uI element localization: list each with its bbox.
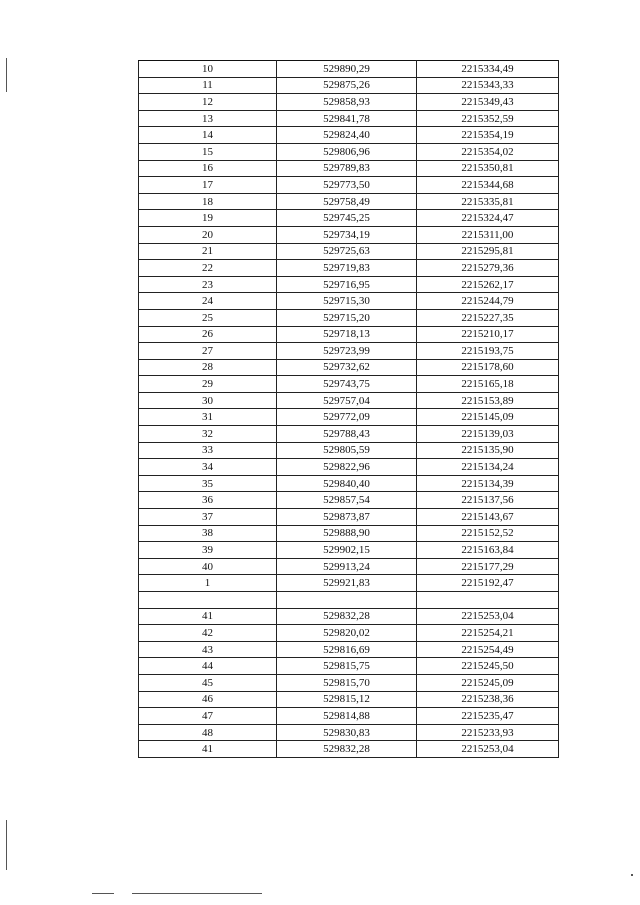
- table-row: [139, 575, 559, 592]
- y-coordinate-cell: 2215139,03: [417, 426, 559, 443]
- table-row: [139, 359, 559, 376]
- x-coordinate-cell: 529832,28: [277, 741, 417, 758]
- y-coordinate-cell: 2215238,36: [417, 691, 559, 708]
- x-coordinate-cell: 529719,83: [277, 260, 417, 277]
- x-coordinate-cell: 529824,40: [277, 127, 417, 144]
- point-number-cell: 32: [139, 426, 277, 443]
- point-number-cell: 43: [139, 641, 277, 658]
- table-row: [139, 226, 559, 243]
- x-coordinate-cell: 529732,62: [277, 359, 417, 376]
- point-number-cell: 14: [139, 127, 277, 144]
- table-row: [139, 691, 559, 708]
- table-row: [139, 641, 559, 658]
- table-row: [139, 724, 559, 741]
- y-coordinate-cell: 2215354,19: [417, 127, 559, 144]
- x-coordinate-cell: 529921,83: [277, 575, 417, 592]
- point-number-cell: 30: [139, 392, 277, 409]
- y-coordinate-cell: 2215143,67: [417, 509, 559, 526]
- x-coordinate-cell: 529718,13: [277, 326, 417, 343]
- y-coordinate-cell: 2215354,02: [417, 143, 559, 160]
- table-row: [139, 260, 559, 277]
- table-row: [139, 61, 559, 78]
- y-coordinate-cell: 2215350,81: [417, 160, 559, 177]
- x-coordinate-cell: 529888,90: [277, 525, 417, 542]
- x-coordinate-cell: 529902,15: [277, 542, 417, 559]
- x-coordinate-cell: 529873,87: [277, 509, 417, 526]
- x-coordinate-cell: 529788,43: [277, 426, 417, 443]
- x-coordinate-cell: 529734,19: [277, 226, 417, 243]
- point-number-cell: 23: [139, 276, 277, 293]
- point-number-cell: 17: [139, 177, 277, 194]
- y-coordinate-cell: 2215163,84: [417, 542, 559, 559]
- scan-mark-left-bottom: [6, 820, 7, 870]
- table-row: [139, 77, 559, 94]
- point-number-cell: 34: [139, 459, 277, 476]
- x-coordinate-cell: 529822,96: [277, 459, 417, 476]
- table-row: [139, 243, 559, 260]
- point-number-cell: 41: [139, 608, 277, 625]
- point-number-cell: 42: [139, 625, 277, 642]
- x-coordinate-cell: 529772,09: [277, 409, 417, 426]
- x-coordinate-cell: 529857,54: [277, 492, 417, 509]
- x-coordinate-cell: 529814,88: [277, 708, 417, 725]
- table-row: [139, 475, 559, 492]
- table-row: [139, 127, 559, 144]
- table-row: [139, 210, 559, 227]
- point-number-cell: 31: [139, 409, 277, 426]
- point-number-cell: 44: [139, 658, 277, 675]
- x-coordinate-cell: 529841,78: [277, 110, 417, 127]
- point-number-cell: 28: [139, 359, 277, 376]
- point-number-cell: 12: [139, 94, 277, 111]
- table-row: [139, 193, 559, 210]
- y-coordinate-cell: [417, 592, 559, 609]
- point-number-cell: 47: [139, 708, 277, 725]
- y-coordinate-cell: 2215227,35: [417, 309, 559, 326]
- x-coordinate-cell: 529715,30: [277, 293, 417, 310]
- table-row: [139, 542, 559, 559]
- x-coordinate-cell: [277, 592, 417, 609]
- coordinates-table-body: [139, 61, 559, 758]
- table-row: [139, 309, 559, 326]
- point-number-cell: 22: [139, 260, 277, 277]
- x-coordinate-cell: 529716,95: [277, 276, 417, 293]
- coordinates-table: [138, 60, 559, 758]
- y-coordinate-cell: 2215193,75: [417, 343, 559, 360]
- y-coordinate-cell: 2215134,24: [417, 459, 559, 476]
- x-coordinate-cell: 529789,83: [277, 160, 417, 177]
- y-coordinate-cell: 2215178,60: [417, 359, 559, 376]
- point-number-cell: 10: [139, 61, 277, 78]
- table-row: [139, 343, 559, 360]
- y-coordinate-cell: 2215253,04: [417, 741, 559, 758]
- y-coordinate-cell: 2215145,09: [417, 409, 559, 426]
- point-number-cell: 48: [139, 724, 277, 741]
- point-number-cell: 21: [139, 243, 277, 260]
- point-number-cell: 1: [139, 575, 277, 592]
- table-row: [139, 442, 559, 459]
- point-number-cell: 15: [139, 143, 277, 160]
- point-number-cell: 25: [139, 309, 277, 326]
- point-number-cell: 16: [139, 160, 277, 177]
- x-coordinate-cell: 529913,24: [277, 558, 417, 575]
- y-coordinate-cell: 2215334,49: [417, 61, 559, 78]
- x-coordinate-cell: 529745,25: [277, 210, 417, 227]
- y-coordinate-cell: 2215352,59: [417, 110, 559, 127]
- x-coordinate-cell: 529805,59: [277, 442, 417, 459]
- point-number-cell: 37: [139, 509, 277, 526]
- point-number-cell: 40: [139, 558, 277, 575]
- point-number-cell: 29: [139, 376, 277, 393]
- point-number-cell: 24: [139, 293, 277, 310]
- table-row: [139, 426, 559, 443]
- y-coordinate-cell: 2215311,00: [417, 226, 559, 243]
- x-coordinate-cell: 529890,29: [277, 61, 417, 78]
- table-row: [139, 674, 559, 691]
- table-row: [139, 110, 559, 127]
- y-coordinate-cell: 2215253,04: [417, 608, 559, 625]
- x-coordinate-cell: 529815,70: [277, 674, 417, 691]
- x-coordinate-cell: 529815,75: [277, 658, 417, 675]
- x-coordinate-cell: 529816,69: [277, 641, 417, 658]
- y-coordinate-cell: 2215349,43: [417, 94, 559, 111]
- y-coordinate-cell: 2215210,17: [417, 326, 559, 343]
- table-row: [139, 509, 559, 526]
- point-number-cell: 11: [139, 77, 277, 94]
- point-number-cell: 45: [139, 674, 277, 691]
- point-number-cell: 20: [139, 226, 277, 243]
- y-coordinate-cell: 2215262,17: [417, 276, 559, 293]
- y-coordinate-cell: 2215235,47: [417, 708, 559, 725]
- x-coordinate-cell: 529875,26: [277, 77, 417, 94]
- table-row: [139, 376, 559, 393]
- x-coordinate-cell: 529840,40: [277, 475, 417, 492]
- point-number-cell: 38: [139, 525, 277, 542]
- table-row: [139, 177, 559, 194]
- x-coordinate-cell: 529832,28: [277, 608, 417, 625]
- y-coordinate-cell: 2215245,50: [417, 658, 559, 675]
- point-number-cell: 35: [139, 475, 277, 492]
- y-coordinate-cell: 2215295,81: [417, 243, 559, 260]
- y-coordinate-cell: 2215324,47: [417, 210, 559, 227]
- x-coordinate-cell: 529715,20: [277, 309, 417, 326]
- scan-mark-bottom-line-1: [92, 893, 114, 894]
- y-coordinate-cell: 2215279,36: [417, 260, 559, 277]
- table-row: [139, 708, 559, 725]
- y-coordinate-cell: 2215244,79: [417, 293, 559, 310]
- x-coordinate-cell: 529723,99: [277, 343, 417, 360]
- table-row: [139, 459, 559, 476]
- x-coordinate-cell: 529743,75: [277, 376, 417, 393]
- y-coordinate-cell: 2215344,68: [417, 177, 559, 194]
- table-row: [139, 143, 559, 160]
- x-coordinate-cell: 529758,49: [277, 193, 417, 210]
- table-row: [139, 160, 559, 177]
- x-coordinate-cell: 529773,50: [277, 177, 417, 194]
- point-number-cell: 27: [139, 343, 277, 360]
- point-number-cell: 41: [139, 741, 277, 758]
- y-coordinate-cell: 2215152,52: [417, 525, 559, 542]
- y-coordinate-cell: 2215165,18: [417, 376, 559, 393]
- x-coordinate-cell: 529820,02: [277, 625, 417, 642]
- x-coordinate-cell: 529806,96: [277, 143, 417, 160]
- point-number-cell: 39: [139, 542, 277, 559]
- table-row: [139, 94, 559, 111]
- table-row: [139, 608, 559, 625]
- point-number-cell: 19: [139, 210, 277, 227]
- table-row: [139, 658, 559, 675]
- y-coordinate-cell: 2215153,89: [417, 392, 559, 409]
- point-number-cell: 26: [139, 326, 277, 343]
- table-row: [139, 392, 559, 409]
- table-row: [139, 741, 559, 758]
- point-number-cell: 13: [139, 110, 277, 127]
- y-coordinate-cell: 2215134,39: [417, 475, 559, 492]
- table-row: [139, 592, 559, 609]
- table-row: [139, 326, 559, 343]
- point-number-cell: 33: [139, 442, 277, 459]
- table-row: [139, 276, 559, 293]
- scan-mark-bottom-line-2: [132, 893, 262, 894]
- scan-mark-left-top: [6, 58, 7, 92]
- point-number-cell: 18: [139, 193, 277, 210]
- table-row: [139, 525, 559, 542]
- table-row: [139, 492, 559, 509]
- x-coordinate-cell: 529830,83: [277, 724, 417, 741]
- y-coordinate-cell: 2215343,33: [417, 77, 559, 94]
- y-coordinate-cell: 2215233,93: [417, 724, 559, 741]
- y-coordinate-cell: 2215254,21: [417, 625, 559, 642]
- table-row: [139, 558, 559, 575]
- scan-mark-dot: [631, 874, 633, 876]
- x-coordinate-cell: 529815,12: [277, 691, 417, 708]
- y-coordinate-cell: 2215192,47: [417, 575, 559, 592]
- x-coordinate-cell: 529725,63: [277, 243, 417, 260]
- y-coordinate-cell: 2215135,90: [417, 442, 559, 459]
- y-coordinate-cell: 2215137,56: [417, 492, 559, 509]
- point-number-cell: 36: [139, 492, 277, 509]
- y-coordinate-cell: 2215254,49: [417, 641, 559, 658]
- x-coordinate-cell: 529858,93: [277, 94, 417, 111]
- table-row: [139, 625, 559, 642]
- point-number-cell: [139, 592, 277, 609]
- point-number-cell: 46: [139, 691, 277, 708]
- x-coordinate-cell: 529757,04: [277, 392, 417, 409]
- table-row: [139, 293, 559, 310]
- y-coordinate-cell: 2215245,09: [417, 674, 559, 691]
- y-coordinate-cell: 2215177,29: [417, 558, 559, 575]
- y-coordinate-cell: 2215335,81: [417, 193, 559, 210]
- table-row: [139, 409, 559, 426]
